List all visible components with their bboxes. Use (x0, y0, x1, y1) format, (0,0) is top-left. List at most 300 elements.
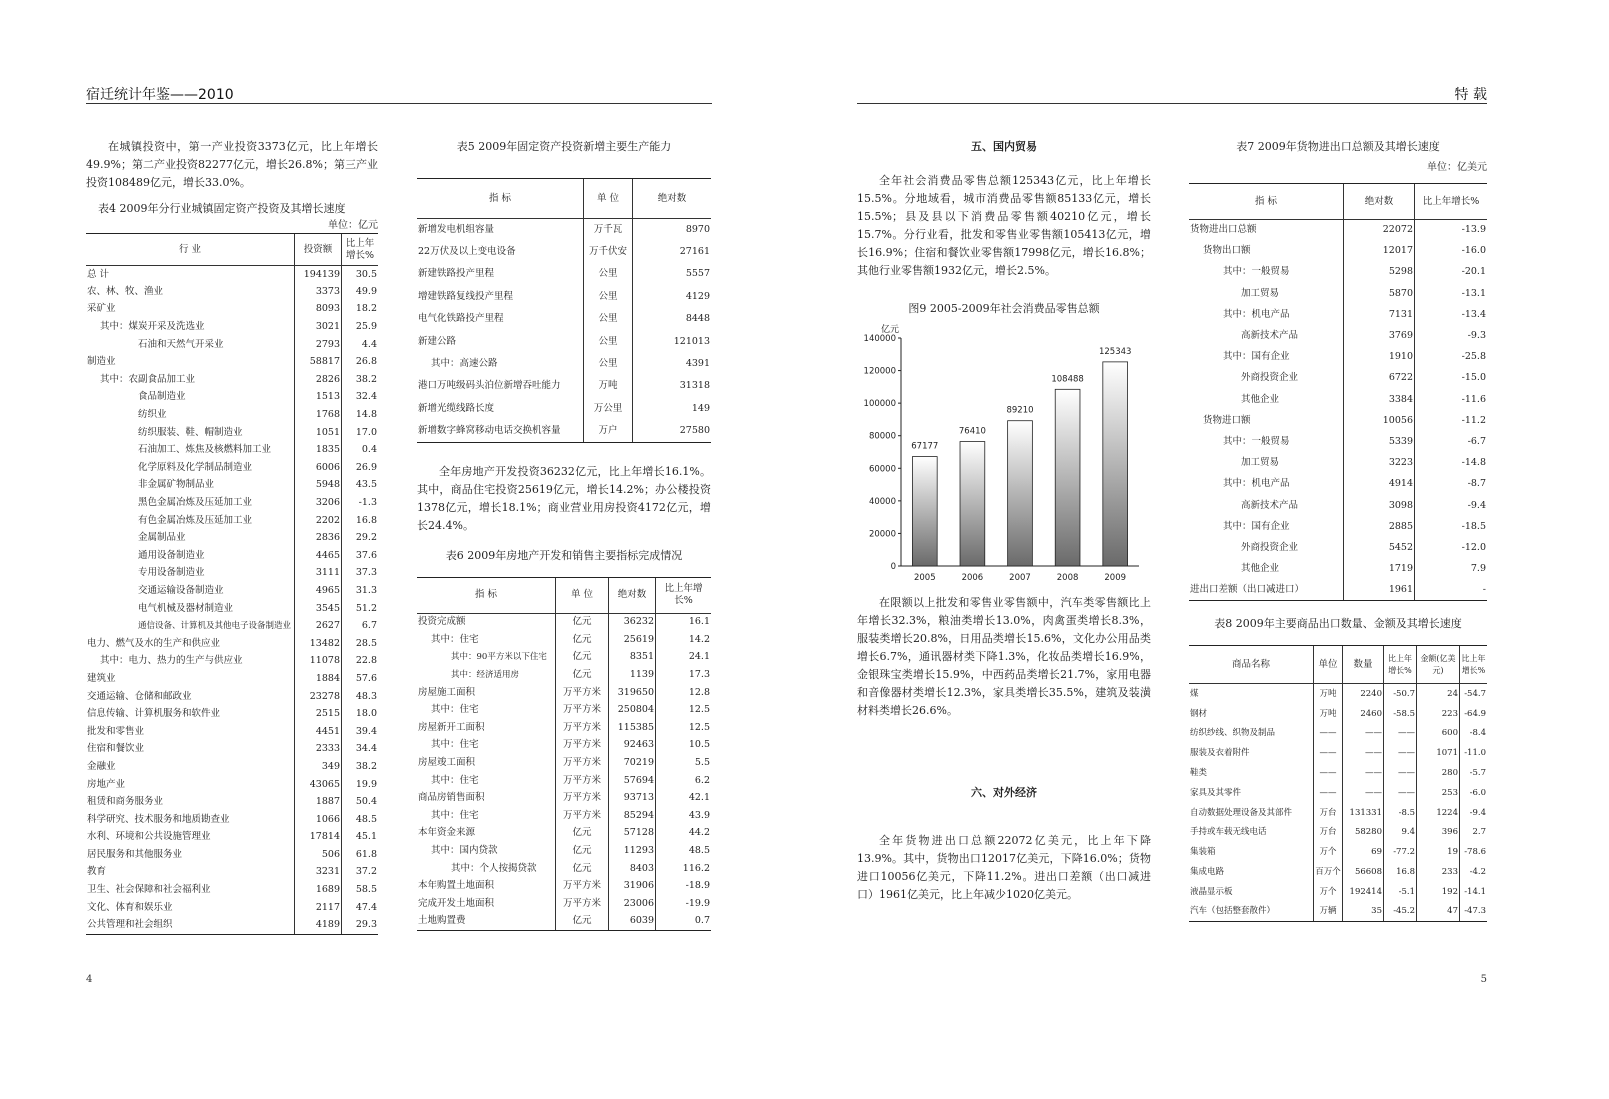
unit-cell: 万吨 (584, 375, 633, 397)
value-cell: 1910 (1344, 347, 1415, 368)
industry-label: 住宿和餐饮业 (87, 743, 145, 755)
capacity-indicator: 22万伏及以上变电设备 (418, 246, 516, 258)
table8-row (1189, 723, 1487, 743)
table8-title: 表8 2009年主要商品出口数量、金额及其增长速度 (1214, 617, 1462, 631)
table5-row (417, 353, 711, 375)
industry-label: 其中：农副食品加工业 (100, 373, 196, 385)
industry-label: 水利、环境和公共设施管理业 (87, 831, 211, 843)
table4-row (86, 811, 378, 829)
growth-cell: -16.0 (1415, 241, 1488, 262)
value-cell: 25619 (609, 631, 656, 649)
growth-cell: -18.9 (656, 877, 712, 895)
growth-cell: -11.6 (1415, 389, 1488, 410)
table5-row (417, 263, 711, 285)
growth-rate: 32.4 (342, 389, 379, 407)
table4-row (86, 776, 378, 794)
table6-row (417, 895, 711, 913)
table6-row (417, 807, 711, 825)
value-cell: 10056 (1344, 410, 1415, 431)
industry-label: 纺织服装、鞋、帽制造业 (138, 426, 243, 438)
value-cell: 250804 (609, 701, 656, 719)
retail-categories-paragraph: 在限额以上批发和零售业零售额中，汽车类零售额比上年增长32.3%，粮油类增长13.0%，肉禽蛋类增长8.3%，服装类增长20.8%，日用品类增长15.6%，文化办公用品类增长6.7%，通讯器材类下降1.3%，化妆品类增长16.9%，金银珠宝类增长15.9%，中西药品类增长21.7%，家用电器和音像器材类增长12.3%，家具类增长35.5%，建筑及装潢材料类增长26.6%。 (857, 596, 1151, 717)
amount-cell: 253 (1417, 783, 1460, 803)
table4-unit: 单位：亿元 (328, 220, 378, 231)
table5-row (417, 330, 711, 352)
growth-rate: 26.8 (342, 353, 379, 371)
trade-indicator: 高新技术产品 (1241, 499, 1299, 511)
trade-indicator: 外商投资企业 (1241, 541, 1299, 553)
quantity-growth-cell: —— (1384, 763, 1417, 783)
y-tick-label: 140000 (863, 334, 896, 344)
table7-row (1189, 283, 1487, 304)
growth-cell: -13.1 (1415, 283, 1488, 304)
growth-cell: -14.8 (1415, 453, 1488, 474)
value-cell: 23006 (609, 895, 656, 913)
table6-header-value: 绝对数 (609, 577, 656, 613)
quantity-growth-cell: 9.4 (1384, 822, 1417, 842)
indicator-label: 土地购置费 (417, 913, 556, 931)
growth-rate: 37.3 (342, 565, 379, 583)
industry-label: 租赁和商务服务业 (87, 796, 164, 808)
table4-row (86, 864, 378, 882)
table4-row (86, 512, 378, 530)
investment-value: 1768 (295, 406, 342, 424)
investment-value: 2793 (295, 336, 342, 354)
table4-row (86, 389, 378, 407)
quantity-cell: —— (1343, 743, 1384, 763)
section-foreign-economy-heading: 六、对外经济 (971, 786, 1037, 799)
quantity-cell: —— (1343, 723, 1384, 743)
value-cell: 36232 (609, 613, 656, 631)
table8-row (1189, 882, 1487, 902)
table4-row (86, 565, 378, 583)
amount-cell: 396 (1417, 822, 1460, 842)
table4-row (86, 582, 378, 600)
investment-value: 3545 (295, 600, 342, 618)
table4-row (86, 406, 378, 424)
table4-row (86, 899, 378, 917)
growth-cell: -12.0 (1415, 537, 1488, 558)
growth-rate: 51.2 (342, 600, 379, 618)
table7-row (1189, 453, 1487, 474)
growth-cell: -8.7 (1415, 474, 1488, 495)
growth-rate: 57.6 (342, 670, 379, 688)
growth-rate: 28.5 (342, 635, 379, 653)
investment-value: 11078 (295, 653, 342, 671)
table8-row (1189, 763, 1487, 783)
unit-cell: 百万个 (1314, 862, 1343, 882)
unit-cell: 万平方米 (556, 719, 609, 737)
growth-cell: 17.3 (656, 666, 712, 684)
indicator-label: 投资完成额 (418, 616, 466, 628)
indicator-label: 其中：个人按揭贷款 (451, 862, 537, 874)
industry-label: 制造业 (87, 356, 116, 368)
trade-indicator: 其中：机电产品 (1223, 478, 1290, 490)
unit-cell: 万个 (1314, 882, 1343, 902)
table7-row (1189, 580, 1487, 601)
industry-label: 交通运输设备制造业 (138, 584, 224, 596)
growth-rate: 22.8 (342, 653, 379, 671)
investment-value: 13482 (295, 635, 342, 653)
growth-rate: 30.5 (342, 266, 379, 284)
investment-value: 5948 (295, 477, 342, 495)
value-cell: 3769 (1344, 325, 1415, 346)
industry-label: 交通运输、仓储和邮政业 (87, 690, 192, 702)
investment-value: 3231 (295, 864, 342, 882)
amount-cell: 24 (1417, 684, 1460, 704)
value-cell: 8970 (633, 219, 712, 241)
value-cell: 7131 (1344, 304, 1415, 325)
indicator-label: 本年购置土地面积 (418, 880, 495, 892)
value-cell: 3223 (1344, 453, 1415, 474)
amount-cell: 47 (1417, 902, 1460, 922)
table5-row (417, 286, 711, 308)
growth-cell: -9.3 (1415, 325, 1488, 346)
industry-label: 非金属矿物制品业 (138, 479, 215, 491)
value-cell: 5298 (1344, 262, 1415, 283)
table4-row (86, 353, 378, 371)
product-name: 鞋类 (1190, 767, 1208, 778)
value-cell: 1139 (609, 666, 656, 684)
value-cell: 5339 (1344, 431, 1415, 452)
growth-cell: 16.1 (656, 613, 712, 631)
x-tick-label: 2007 (1009, 573, 1031, 583)
table8-row (1189, 743, 1487, 763)
table6-header-indicator: 指 标 (417, 577, 556, 613)
y-tick-label: 60000 (868, 464, 896, 475)
y-tick-label: 80000 (868, 431, 896, 442)
amount-growth-cell: -6.0 (1460, 783, 1488, 803)
table4-row (86, 424, 378, 442)
unit-cell: 万台 (1314, 803, 1343, 823)
growth-cell: - (1415, 580, 1488, 601)
table5-row (417, 308, 711, 330)
table4-row (86, 529, 378, 547)
growth-rate: 39.4 (342, 723, 379, 741)
quantity-cell: —— (1343, 763, 1384, 783)
table7-row (1189, 241, 1487, 262)
y-tick-label: 40000 (868, 496, 896, 507)
value-cell: 31906 (609, 877, 656, 895)
growth-rate: 31.3 (342, 582, 379, 600)
growth-rate: 6.7 (342, 617, 379, 635)
table7-row (1189, 474, 1487, 495)
quantity-growth-cell: -77.2 (1384, 842, 1417, 862)
page-number-right: 5 (1480, 974, 1487, 985)
trade-indicator: 高新技术产品 (1241, 330, 1299, 342)
table7-row (1189, 368, 1487, 389)
indicator-label: 商品房销售面积 (418, 792, 485, 804)
unit-cell: 万平方米 (556, 772, 609, 790)
figure9-title: 图9 2005-2009年社会消费品零售总额 (908, 302, 1100, 315)
table7-row (1189, 220, 1487, 241)
value-cell: 319650 (609, 684, 656, 702)
table8-row (1189, 902, 1487, 922)
unit-cell: 亿元 (556, 649, 609, 667)
running-header-section: 特 载 (1454, 87, 1487, 103)
table5-row (417, 219, 711, 241)
quantity-cell: 192414 (1343, 882, 1384, 902)
value-cell: 1719 (1344, 559, 1415, 580)
investment-value: 1513 (295, 389, 342, 407)
unit-cell: —— (1314, 763, 1343, 783)
investment-value: 8093 (295, 301, 342, 319)
quantity-cell: 69 (1343, 842, 1384, 862)
unit-cell: 亿元 (556, 825, 609, 843)
unit-cell: 万台 (1314, 822, 1343, 842)
table4-title: 表4 2009年分行业城镇固定资产投资及其增长速度 (98, 202, 346, 215)
table7-row (1189, 516, 1487, 537)
quantity-growth-cell: —— (1384, 743, 1417, 763)
industry-label: 居民服务和其他服务业 (87, 848, 183, 860)
amount-cell: 223 (1417, 704, 1460, 724)
bar (912, 457, 937, 566)
investment-value: 3206 (295, 494, 342, 512)
table6-row (417, 877, 711, 895)
y-tick-label: 0 (890, 562, 896, 572)
table6-row (417, 613, 711, 631)
unit-cell: 万吨 (1314, 704, 1343, 724)
growth-rate: 18.0 (342, 705, 379, 723)
investment-value: 1066 (295, 811, 342, 829)
investment-value: 3021 (295, 318, 342, 336)
left-column-2 (417, 138, 711, 931)
table8-row (1189, 842, 1487, 862)
indicator-label: 其中：经济适用房 (451, 669, 520, 680)
amount-growth-cell: -78.6 (1460, 842, 1488, 862)
quantity-cell: 2460 (1343, 704, 1384, 724)
table4-row (86, 741, 378, 759)
growth-rate: 29.2 (342, 529, 379, 547)
indicator-label: 本年资金来源 (418, 827, 476, 839)
table4-row (86, 846, 378, 864)
table4-row (86, 723, 378, 741)
value-cell: 3384 (1344, 389, 1415, 410)
table6-row (417, 649, 711, 667)
table4-row (86, 758, 378, 776)
value-cell: 57694 (609, 772, 656, 790)
trade-indicator: 其中：国有企业 (1223, 520, 1290, 532)
value-cell: 93713 (609, 789, 656, 807)
quantity-growth-cell: -58.5 (1384, 704, 1417, 724)
value-cell: 5452 (1344, 537, 1415, 558)
product-name: 液晶显示板 (1190, 886, 1233, 897)
table4-header-growth: 比上年增长% (342, 234, 379, 266)
quantity-cell: 2240 (1343, 684, 1384, 704)
investment-value: 58817 (295, 353, 342, 371)
industry-label: 批发和零售业 (87, 725, 145, 737)
trade-indicator: 外商投资企业 (1241, 372, 1299, 384)
bar-value-label: 76410 (958, 426, 986, 437)
amount-growth-cell: 2.7 (1460, 822, 1488, 842)
investment-value: 2202 (295, 512, 342, 530)
industry-label: 黑色金属冶炼及压延加工业 (138, 497, 253, 509)
table5-header-unit: 单 位 (584, 179, 633, 219)
retail-sales-paragraph: 全年社会消费品零售总额125343亿元，比上年增长15.5%。分地域看，城市消费品零售额85133亿元，增长15.5%；县及县以下消费品零售额40210亿元，增长15.7%。分行业看，批发和零售业零售额105413亿元，增长16.9%；住宿和餐饮业零售额17998亿元，增长16.8%；其他行业零售额1932亿元，增长2.5%。 (857, 174, 1151, 277)
growth-cell: 44.2 (656, 825, 712, 843)
growth-cell: 6.2 (656, 772, 712, 790)
table6-row (417, 860, 711, 878)
investment-value: 1051 (295, 424, 342, 442)
bar-value-label: 67177 (911, 441, 939, 452)
trade-indicator: 加工贸易 (1241, 457, 1280, 469)
growth-rate: 48.5 (342, 811, 379, 829)
value-cell: 6039 (609, 913, 656, 931)
investment-value: 2117 (295, 899, 342, 917)
right-page (804, 0, 1609, 1099)
quantity-growth-cell: -5.1 (1384, 882, 1417, 902)
amount-cell: 1224 (1417, 803, 1460, 823)
table5-row (417, 398, 711, 420)
growth-cell: 10.5 (656, 737, 712, 755)
table4-row (86, 617, 378, 635)
growth-rate: 49.9 (342, 283, 379, 301)
table4-row (86, 829, 378, 847)
table4-row (86, 477, 378, 495)
trade-indicator: 其他企业 (1241, 393, 1280, 405)
table4-row (86, 318, 378, 336)
growth-cell: -15.0 (1415, 368, 1488, 389)
value-cell: 31318 (633, 375, 712, 397)
industry-label: 建筑业 (87, 672, 116, 684)
industry-label: 通用设备制造业 (138, 549, 205, 561)
value-cell: 5557 (633, 263, 712, 285)
unit-cell: 万平方米 (556, 789, 609, 807)
growth-rate: 37.2 (342, 864, 379, 882)
bar (1008, 421, 1033, 566)
industry-label: 石油和天然气开采业 (138, 338, 224, 350)
table6-row (417, 789, 711, 807)
growth-cell: 24.1 (656, 649, 712, 667)
table4-row (86, 547, 378, 565)
table6-row (417, 772, 711, 790)
growth-rate: 43.5 (342, 477, 379, 495)
indicator-label: 房屋新开工面积 (418, 721, 485, 733)
running-header-title: 宿迁统计年鉴——2010 (86, 87, 234, 103)
y-tick-label: 20000 (868, 529, 896, 540)
table5-row (417, 420, 711, 442)
table6-row (417, 842, 711, 860)
table7-title: 表7 2009年货物进出口总额及其增长速度 (1236, 140, 1440, 153)
industry-label: 电气机械及器材制造业 (138, 602, 234, 614)
growth-cell: -20.1 (1415, 262, 1488, 283)
growth-rate: 38.2 (342, 371, 379, 389)
real-estate-paragraph: 全年房地产开发投资36232亿元，比上年增长16.1%。其中，商品住宅投资25619亿元，增长14.2%；办公楼投资1378亿元，增长18.1%；商业营业用房投资4172亿元，增长24.4%。 (417, 464, 711, 532)
product-name: 纺织纱线、织物及制品 (1190, 728, 1276, 739)
table7-row (1189, 304, 1487, 325)
bar-value-label: 89210 (1006, 405, 1034, 416)
table8-row (1189, 862, 1487, 882)
growth-cell: -13.4 (1415, 304, 1488, 325)
figure9-chart (857, 324, 1151, 588)
unit-cell: 万平方米 (556, 701, 609, 719)
indicator-label: 其中：90平方米以下住宅 (451, 652, 547, 663)
growth-cell: 12.5 (656, 701, 712, 719)
industry-label: 石油加工、炼焦及核燃料加工业 (138, 444, 272, 456)
growth-cell: 42.1 (656, 789, 712, 807)
growth-cell: 14.2 (656, 631, 712, 649)
table7-row (1189, 262, 1487, 283)
growth-rate: 34.4 (342, 741, 379, 759)
x-tick-label: 2008 (1056, 573, 1079, 583)
unit-cell: 亿元 (556, 631, 609, 649)
table6-row (417, 825, 711, 843)
trade-indicator: 货物进出口总额 (1190, 224, 1257, 236)
product-name: 集装箱 (1190, 847, 1216, 858)
table4-row (86, 459, 378, 477)
investment-value: 17814 (295, 829, 342, 847)
bar (960, 442, 985, 566)
unit-cell: 亿元 (556, 842, 609, 860)
table7-header-indicator: 指 标 (1189, 184, 1344, 220)
table4-row (86, 283, 378, 301)
unit-cell: 万平方米 (556, 754, 609, 772)
investment-value: 194139 (295, 266, 342, 284)
unit-cell: 公里 (584, 308, 633, 330)
trade-indicator: 进出口差额（出口减进口） (1189, 580, 1344, 601)
amount-cell: 600 (1417, 723, 1460, 743)
value-cell: 27161 (633, 241, 712, 263)
investment-value: 3373 (295, 283, 342, 301)
industry-label: 公共管理和社会组织 (86, 916, 295, 934)
table6-row (417, 719, 711, 737)
quantity-growth-cell: 16.8 (1384, 862, 1417, 882)
investment-value: 2515 (295, 705, 342, 723)
amount-growth-cell: -47.3 (1460, 902, 1488, 922)
quantity-cell: —— (1343, 783, 1384, 803)
growth-rate: 19.9 (342, 776, 379, 794)
capacity-indicator: 增建铁路复线投产里程 (418, 290, 514, 302)
trade-indicator: 其中：机电产品 (1223, 308, 1290, 320)
investment-value: 3111 (295, 565, 342, 583)
table6-header-unit: 单 位 (556, 577, 609, 613)
table7-row (1189, 537, 1487, 558)
table4 (86, 233, 378, 935)
quantity-growth-cell: —— (1384, 723, 1417, 743)
growth-cell: -13.9 (1415, 220, 1488, 241)
quantity-growth-cell: -8.5 (1384, 803, 1417, 823)
table6-row (417, 631, 711, 649)
amount-growth-cell: -5.7 (1460, 763, 1488, 783)
table8-header-amt-growth: 比上年增长% (1460, 646, 1488, 684)
table4-header-industry: 行 业 (86, 234, 295, 266)
investment-value: 1884 (295, 670, 342, 688)
table6-row (417, 684, 711, 702)
indicator-label: 其中：住宅 (431, 704, 479, 716)
investment-value: 1887 (295, 793, 342, 811)
indicator-label: 其中：国内贷款 (431, 844, 498, 856)
capacity-indicator: 其中：高速公路 (431, 358, 498, 370)
table4-row (86, 705, 378, 723)
bar (1103, 362, 1128, 566)
table4-row (86, 793, 378, 811)
header-rule (86, 103, 712, 104)
growth-cell: -11.2 (1415, 410, 1488, 431)
growth-rate: 45.1 (342, 829, 379, 847)
unit-cell: 亿元 (556, 913, 609, 931)
trade-indicator: 其他企业 (1241, 563, 1280, 575)
table4-row (86, 600, 378, 618)
table5-header-indicator: 指 标 (417, 179, 584, 219)
retail-bar-chart-svg (857, 324, 1151, 584)
y-tick-label: 100000 (863, 399, 896, 410)
table8-header-qty-growth: 比上年增长% (1384, 646, 1417, 684)
table6-row (417, 754, 711, 772)
table8-row (1189, 704, 1487, 724)
growth-cell: -19.9 (656, 895, 712, 913)
quantity-growth-cell: —— (1384, 783, 1417, 803)
industry-label: 采矿业 (87, 303, 116, 315)
